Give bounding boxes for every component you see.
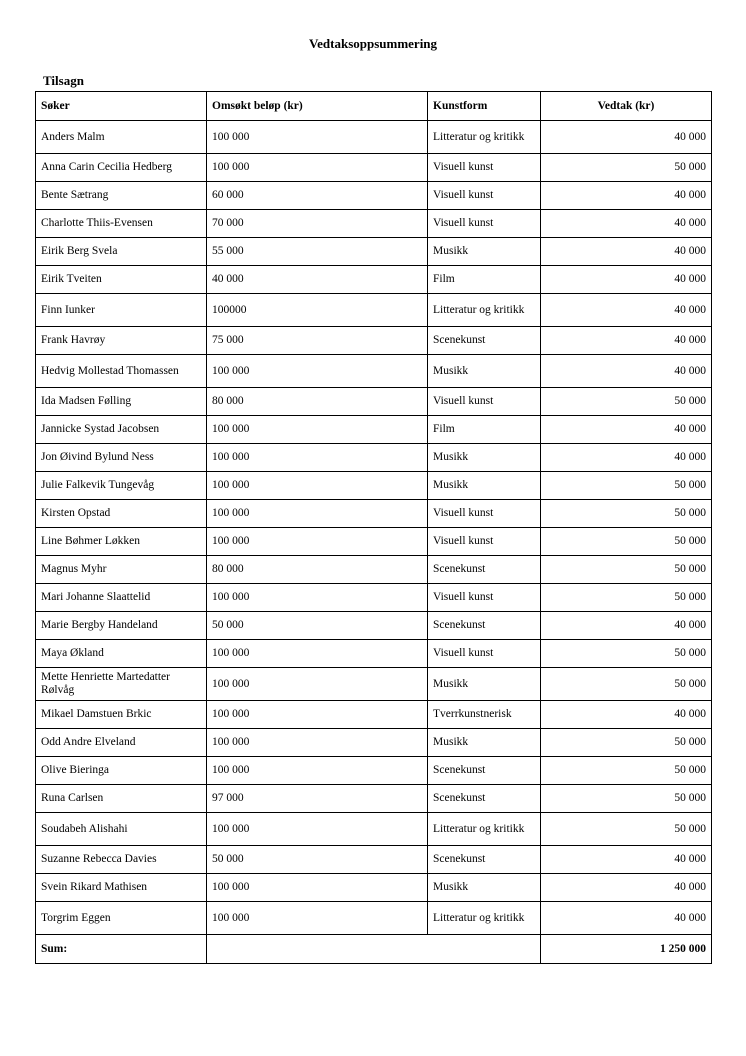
cell-vedtak: 50 000 (541, 729, 712, 757)
cell-belop: 100 000 (207, 121, 428, 154)
cell-soker: Soudabeh Alishahi (36, 813, 207, 846)
cell-kunstform: Litteratur og kritikk (428, 121, 541, 154)
cell-soker: Jannicke Systad Jacobsen (36, 416, 207, 444)
cell-belop: 100000 (207, 294, 428, 327)
cell-kunstform: Musikk (428, 355, 541, 388)
table-row (36, 902, 712, 935)
cell-vedtak: 40 000 (541, 266, 712, 294)
sum-empty-cell (207, 935, 541, 964)
cell-soker: Finn Iunker (36, 294, 207, 327)
cell-belop: 100 000 (207, 584, 428, 612)
cell-soker: Anna Carin Cecilia Hedberg (36, 154, 207, 182)
cell-kunstform: Film (428, 416, 541, 444)
cell-kunstform: Visuell kunst (428, 210, 541, 238)
cell-kunstform: Visuell kunst (428, 528, 541, 556)
table-row (36, 416, 712, 444)
table-row (36, 500, 712, 528)
cell-belop: 80 000 (207, 556, 428, 584)
table-row (36, 846, 712, 874)
column-header-vedtak: Vedtak (kr) (541, 92, 712, 121)
cell-kunstform: Visuell kunst (428, 154, 541, 182)
cell-kunstform: Scenekunst (428, 757, 541, 785)
cell-kunstform: Musikk (428, 444, 541, 472)
cell-soker: Anders Malm (36, 121, 207, 154)
column-header-soker: Søker (36, 92, 207, 121)
sum-value: 1 250 000 (541, 935, 712, 964)
cell-soker: Marie Bergby Handeland (36, 612, 207, 640)
header-row (36, 92, 712, 121)
cell-vedtak: 40 000 (541, 294, 712, 327)
cell-belop: 55 000 (207, 238, 428, 266)
cell-kunstform: Scenekunst (428, 785, 541, 813)
cell-kunstform: Film (428, 266, 541, 294)
table-row (36, 668, 712, 701)
table-row (36, 528, 712, 556)
cell-vedtak: 50 000 (541, 813, 712, 846)
cell-soker: Bente Sætrang (36, 182, 207, 210)
cell-kunstform: Musikk (428, 874, 541, 902)
cell-vedtak: 40 000 (541, 701, 712, 729)
table-row (36, 584, 712, 612)
cell-kunstform: Musikk (428, 729, 541, 757)
cell-soker: Eirik Berg Svela (36, 238, 207, 266)
cell-kunstform: Litteratur og kritikk (428, 902, 541, 935)
table-row (36, 266, 712, 294)
cell-belop: 75 000 (207, 327, 428, 355)
cell-soker: Ida Madsen Følling (36, 388, 207, 416)
cell-vedtak: 40 000 (541, 327, 712, 355)
cell-soker: Svein Rikard Mathisen (36, 874, 207, 902)
table-row (36, 640, 712, 668)
decision-table (35, 91, 712, 964)
cell-kunstform: Scenekunst (428, 556, 541, 584)
cell-vedtak: 50 000 (541, 556, 712, 584)
table-row (36, 701, 712, 729)
cell-kunstform: Tverrkunstnerisk (428, 701, 541, 729)
table-row (36, 238, 712, 266)
table-row (36, 472, 712, 500)
cell-kunstform: Litteratur og kritikk (428, 813, 541, 846)
table-row (36, 294, 712, 327)
cell-belop: 100 000 (207, 355, 428, 388)
cell-belop: 100 000 (207, 472, 428, 500)
table-row (36, 121, 712, 154)
sum-label: Sum: (36, 935, 207, 964)
table-row (36, 444, 712, 472)
cell-vedtak: 40 000 (541, 612, 712, 640)
table-row (36, 388, 712, 416)
cell-belop: 100 000 (207, 902, 428, 935)
cell-vedtak: 40 000 (541, 846, 712, 874)
cell-vedtak: 50 000 (541, 640, 712, 668)
cell-vedtak: 50 000 (541, 154, 712, 182)
cell-kunstform: Musikk (428, 238, 541, 266)
cell-soker: Torgrim Eggen (36, 902, 207, 935)
cell-vedtak: 50 000 (541, 785, 712, 813)
table-row (36, 182, 712, 210)
cell-vedtak: 50 000 (541, 584, 712, 612)
table-row (36, 355, 712, 388)
cell-kunstform: Visuell kunst (428, 182, 541, 210)
cell-vedtak: 40 000 (541, 121, 712, 154)
cell-belop: 100 000 (207, 874, 428, 902)
cell-vedtak: 40 000 (541, 874, 712, 902)
table-row (36, 813, 712, 846)
cell-vedtak: 40 000 (541, 902, 712, 935)
cell-kunstform: Musikk (428, 472, 541, 500)
cell-belop: 100 000 (207, 444, 428, 472)
document-title: Vedtaksoppsummering (308, 36, 438, 51)
cell-belop: 100 000 (207, 640, 428, 668)
cell-vedtak: 50 000 (541, 500, 712, 528)
cell-kunstform: Visuell kunst (428, 500, 541, 528)
cell-soker: Mette Henriette Martedatter Rølvåg (36, 668, 207, 701)
cell-belop: 70 000 (207, 210, 428, 238)
cell-vedtak: 40 000 (541, 238, 712, 266)
cell-soker: Mari Johanne Slaattelid (36, 584, 207, 612)
cell-soker: Suzanne Rebecca Davies (36, 846, 207, 874)
table-row (36, 154, 712, 182)
table-row (36, 210, 712, 238)
cell-soker: Jon Øivind Bylund Ness (36, 444, 207, 472)
cell-belop: 100 000 (207, 528, 428, 556)
cell-kunstform: Visuell kunst (428, 388, 541, 416)
cell-vedtak: 50 000 (541, 757, 712, 785)
cell-soker: Olive Bieringa (36, 757, 207, 785)
cell-soker: Mikael Damstuen Brkic (36, 701, 207, 729)
cell-belop: 80 000 (207, 388, 428, 416)
cell-soker: Kirsten Opstad (36, 500, 207, 528)
cell-belop: 100 000 (207, 416, 428, 444)
table-row (36, 785, 712, 813)
section-title: Tilsagn (43, 73, 84, 88)
cell-soker: Julie Falkevik Tungevåg (36, 472, 207, 500)
cell-vedtak: 40 000 (541, 355, 712, 388)
cell-belop: 60 000 (207, 182, 428, 210)
sum-row (36, 935, 712, 964)
cell-kunstform: Visuell kunst (428, 640, 541, 668)
cell-belop: 50 000 (207, 846, 428, 874)
cell-kunstform: Scenekunst (428, 612, 541, 640)
cell-vedtak: 40 000 (541, 416, 712, 444)
cell-kunstform: Visuell kunst (428, 584, 541, 612)
cell-belop: 100 000 (207, 729, 428, 757)
column-header-belop: Omsøkt beløp (kr) (207, 92, 428, 121)
cell-kunstform: Scenekunst (428, 327, 541, 355)
table-row (36, 612, 712, 640)
cell-soker: Maya Økland (36, 640, 207, 668)
cell-belop: 100 000 (207, 813, 428, 846)
cell-belop: 100 000 (207, 154, 428, 182)
cell-belop: 40 000 (207, 266, 428, 294)
cell-soker: Eirik Tveiten (36, 266, 207, 294)
cell-vedtak: 50 000 (541, 668, 712, 701)
cell-vedtak: 40 000 (541, 182, 712, 210)
cell-soker: Runa Carlsen (36, 785, 207, 813)
cell-belop: 100 000 (207, 668, 428, 701)
cell-kunstform: Musikk (428, 668, 541, 701)
cell-vedtak: 50 000 (541, 388, 712, 416)
table-row (36, 327, 712, 355)
column-header-kunstform: Kunstform (428, 92, 541, 121)
table-row (36, 556, 712, 584)
cell-belop: 100 000 (207, 757, 428, 785)
cell-soker: Odd Andre Elveland (36, 729, 207, 757)
table-row (36, 874, 712, 902)
cell-kunstform: Litteratur og kritikk (428, 294, 541, 327)
cell-vedtak: 50 000 (541, 472, 712, 500)
cell-soker: Frank Havrøy (36, 327, 207, 355)
cell-soker: Charlotte Thiis-Evensen (36, 210, 207, 238)
table-row (36, 757, 712, 785)
cell-belop: 100 000 (207, 500, 428, 528)
cell-vedtak: 40 000 (541, 210, 712, 238)
cell-belop: 50 000 (207, 612, 428, 640)
cell-vedtak: 40 000 (541, 444, 712, 472)
table-row (36, 729, 712, 757)
cell-soker: Magnus Myhr (36, 556, 207, 584)
cell-kunstform: Scenekunst (428, 846, 541, 874)
cell-soker: Hedvig Mollestad Thomassen (36, 355, 207, 388)
cell-belop: 97 000 (207, 785, 428, 813)
cell-belop: 100 000 (207, 701, 428, 729)
cell-soker: Line Bøhmer Løkken (36, 528, 207, 556)
cell-vedtak: 50 000 (541, 528, 712, 556)
